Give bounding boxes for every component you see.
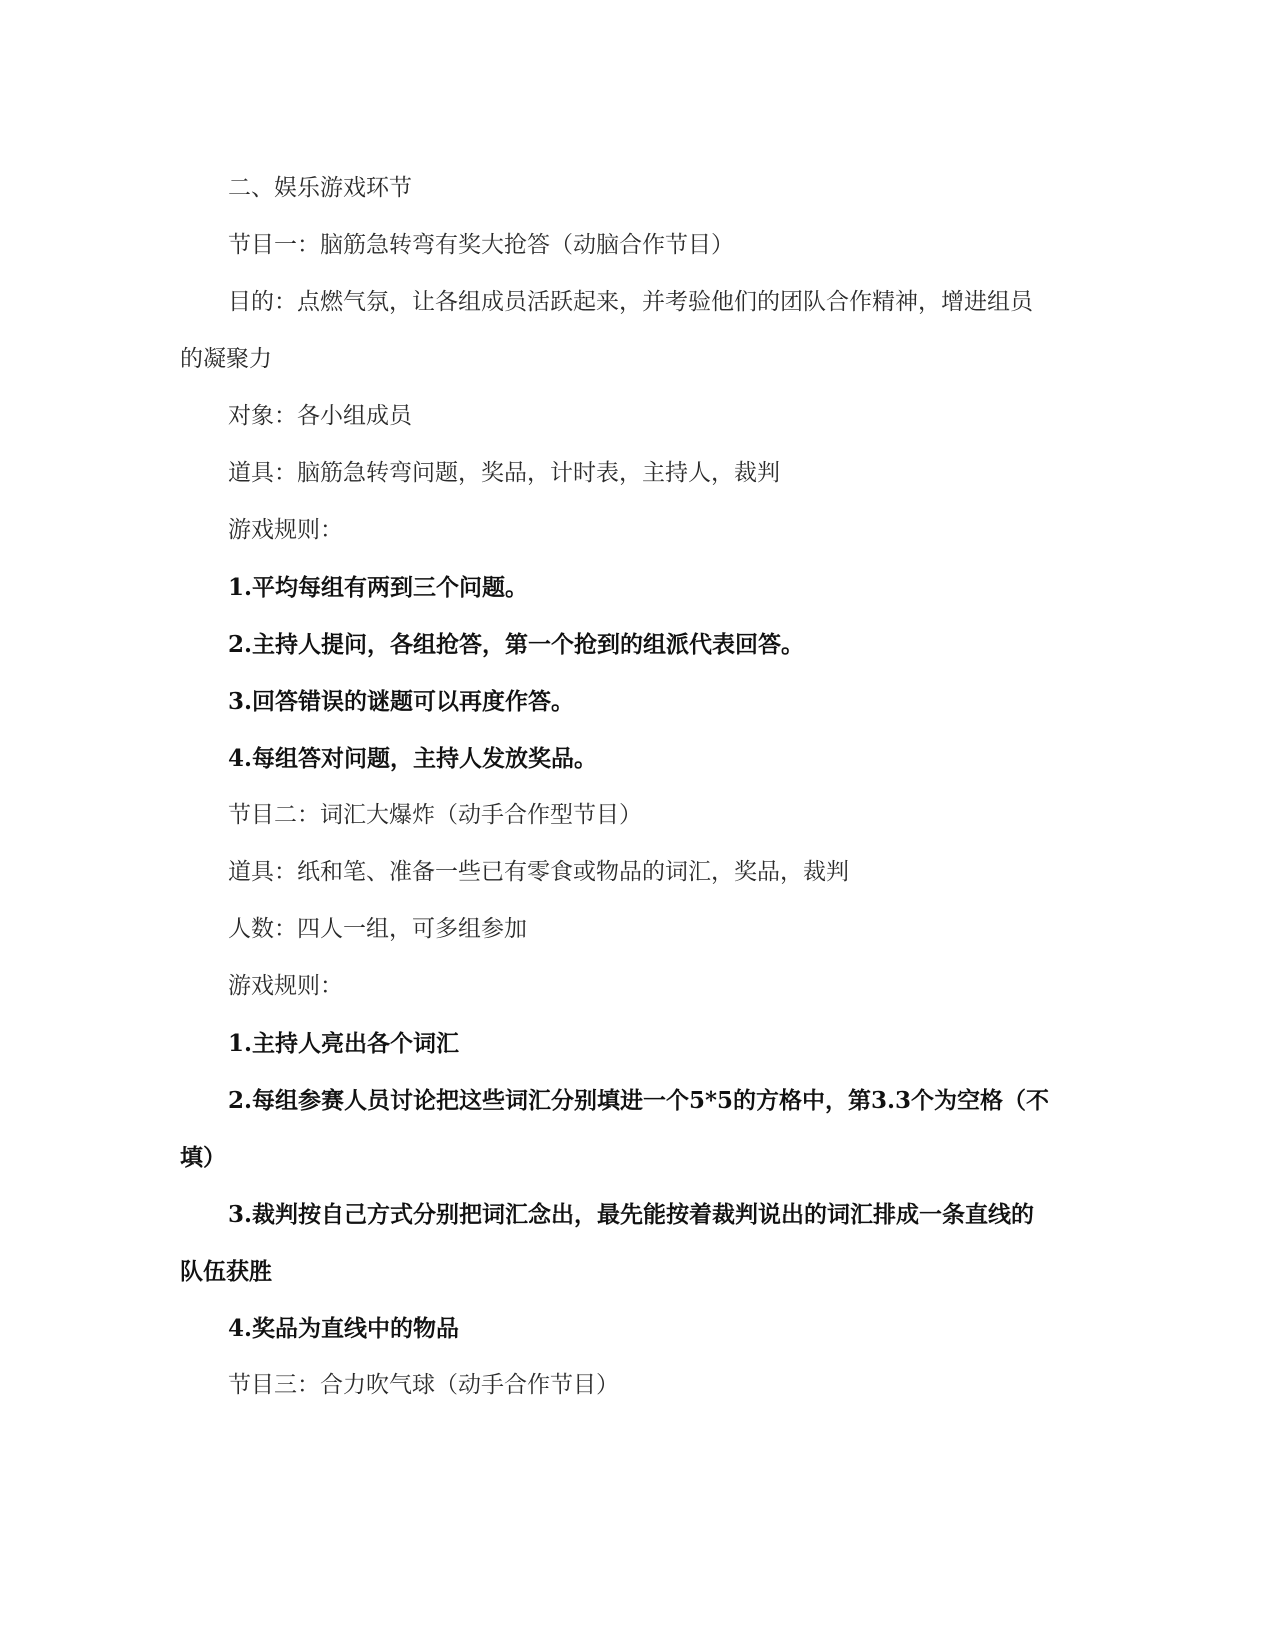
program-two-title: 节目二：词汇大爆炸（动手合作型节目） (228, 802, 642, 828)
program-one-props: 道具：脑筋急转弯问题，奖品，计时表，主持人，裁判 (228, 460, 780, 486)
program-one-rule-1: 1.平均每组有两到三个问题。 (228, 574, 529, 601)
program-one-title: 节目一：脑筋急转弯有奖大抢答（动脑合作节目） (228, 232, 734, 258)
program-one-audience: 对象：各小组成员 (228, 403, 412, 429)
program-two-rule-1: 1.主持人亮出各个词汇 (228, 1030, 460, 1057)
program-three-title: 节目三：合力吹气球（动手合作节目） (228, 1372, 619, 1398)
program-two-rule-3: 3.裁判按自己方式分别把词汇念出，最先能按着裁判说出的词汇排成一条直线的队伍获胜 (180, 1201, 1035, 1285)
program-two-props: 道具：纸和笔、准备一些已有零食或物品的词汇，奖品，裁判 (228, 859, 849, 885)
program-one-purpose: 目的：点燃气氛，让各组成员活跃起来，并考验他们的团队合作精神，增进组员的凝聚力 (180, 289, 1033, 372)
section-heading: 二、娱乐游戏环节 (228, 175, 412, 201)
document-body (180, 160, 1055, 1414)
program-one-rule-2: 2.主持人提问，各组抢答，第一个抢到的组派代表回答。 (228, 631, 805, 658)
program-one-rule-3: 3.回答错误的谜题可以再度作答。 (228, 688, 575, 715)
program-two-rule-4: 4.奖品为直线中的物品 (228, 1315, 460, 1342)
program-two-rule-2: 2.每组参赛人员讨论把这些词汇分别填进一个5*5的方格中，第3.3个为空格（不填） (180, 1087, 1050, 1171)
program-two-rules-heading: 游戏规则： (228, 973, 343, 999)
program-one-rule-4: 4.每组答对问题，主持人发放奖品。 (228, 745, 598, 772)
program-one-rules-heading: 游戏规则： (228, 517, 343, 543)
program-two-team-size: 人数：四人一组，可多组参加 (228, 916, 527, 942)
